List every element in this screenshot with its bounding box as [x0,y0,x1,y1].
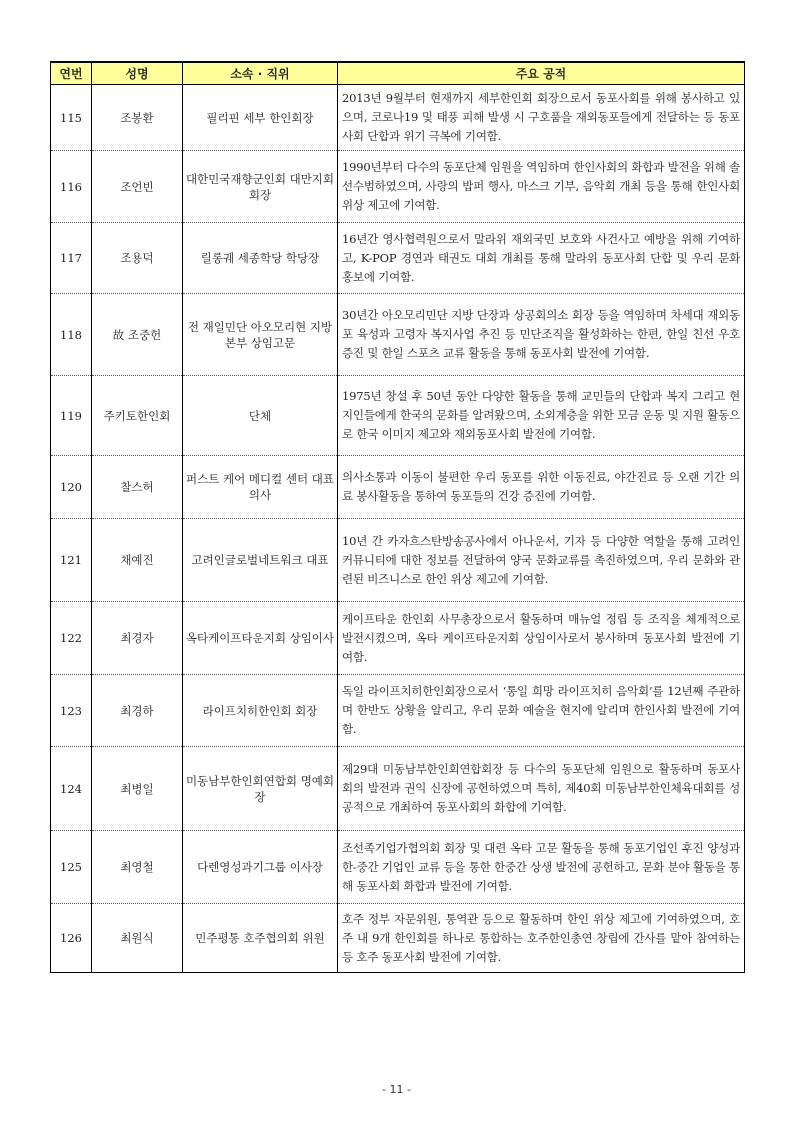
row-number: 116 [51,151,92,223]
row-affiliation: 다렌영성과기그룹 이사장 [183,831,338,904]
row-number: 118 [51,294,92,376]
awards-table [50,61,745,973]
row-name: 채예진 [92,519,183,602]
row-affiliation: 고려인글로벌네트워크 대표 [183,519,338,602]
row-name: 조언빈 [92,151,183,223]
table-row [51,456,745,519]
row-name: 최원식 [92,904,183,973]
row-number: 120 [51,456,92,519]
row-merit: 1975년 창설 후 50년 동안 다양한 활동을 통해 교민들의 단합과 복지 그리고 현지인들에게 한국의 문화를 알려왔으며, 소외계층을 위한 모금 운동 및 지원 활동으로 한국 이미지 제고와 재외동포사회 발전에 기여함. [338,376,745,456]
table-row [51,675,745,747]
row-name: 최경하 [92,675,183,747]
header-number: 연번 [51,62,92,85]
row-affiliation: 릴롱궤 세종학당 학당장 [183,223,338,294]
row-affiliation: 퍼스트 케어 메디컬 센터 대표의사 [183,456,338,519]
row-affiliation: 라이프치히한인회 회장 [183,675,338,747]
table-row [51,223,745,294]
row-affiliation: 민주평통 호주협의회 위원 [183,904,338,973]
row-name: 조용덕 [92,223,183,294]
table-row [51,602,745,675]
row-number: 125 [51,831,92,904]
row-number: 123 [51,675,92,747]
awards-table-container [50,61,744,973]
row-affiliation: 필리핀 세부 한인회장 [183,85,338,151]
row-number: 119 [51,376,92,456]
row-name: 조봉환 [92,85,183,151]
row-number: 126 [51,904,92,973]
row-merit: 16년간 영사협력원으로서 말라위 재외국민 보호와 사건사고 예방을 위해 기여하고, K-POP 경연과 태권도 대회 개최를 통해 말라위 동포사회 단합 및 우리 문화 홍보에 기여함. [338,223,745,294]
row-name: 최영철 [92,831,183,904]
row-merit: 호주 정부 자문위원, 통역관 등으로 활동하며 한인 위상 제고에 기여하였으며, 호주 내 9개 한인회를 하나로 통합하는 호주한인총연 창립에 간사를 맡아 참여하는 등 호주 동포사회 발전에 기여함. [338,904,745,973]
table-row [51,151,745,223]
row-number: 121 [51,519,92,602]
row-merit: 제29대 미동남부한인회연합회장 등 다수의 동포단체 임원으로 활동하며 동포사회의 발전과 권익 신장에 공헌하였으며 특히, 제40회 미동남부한인체육대회를 성공적으로 개최하여 동포사회의 화합에 기여함. [338,747,745,831]
table-row [51,831,745,904]
table-row [51,519,745,602]
table-row [51,904,745,973]
row-merit: 2013년 9월부터 현재까지 세부한인회 회장으로서 동포사회를 위해 봉사하고 있으며, 코로나19 및 태풍 피해 발생 시 구호품을 재외동포들에게 전달하는 등 동포사회 단합과 위기 극복에 기여함. [338,85,745,151]
page-number: - 11 - [382,1083,411,1096]
row-merit: 의사소통과 이동이 불편한 우리 동포를 위한 이동진료, 야간진료 등 오랜 기간 의료 봉사활동을 통하여 동포들의 건강 증진에 기여함. [338,456,745,519]
row-name: 최경자 [92,602,183,675]
row-number: 124 [51,747,92,831]
table-row [51,747,745,831]
table-row [51,85,745,151]
row-name: 찰스허 [92,456,183,519]
row-number: 115 [51,85,92,151]
row-merit: 1990년부터 다수의 동포단체 임원을 역임하며 한인사회의 화합과 발전을 위해 솔선수범하였으며, 사랑의 밥퍼 행사, 마스크 기부, 음악회 개최 등을 통해 한인사회 위상 제고에 기여함. [338,151,745,223]
table-row [51,376,745,456]
table-row [51,294,745,376]
row-number: 117 [51,223,92,294]
header-name: 성명 [92,62,183,85]
row-merit: 조선족기업가협의회 회장 및 대련 옥타 고문 활동을 통해 동포기업인 후진 양성과 한-중간 기업인 교류 등을 통한 한중간 상생 발전에 공헌하고, 문화 분야 활동을 통해 동포사회 화합과 발전에 기여함. [338,831,745,904]
row-affiliation: 전 재일민단 아오모리현 지방본부 상임고문 [183,294,338,376]
row-name: 故 조중헌 [92,294,183,376]
row-merit: 10년 간 카자흐스탄방송공사에서 아나운서, 기자 등 다양한 역할을 통해 고려인 커뮤니티에 대한 정보를 전달하여 양국 문화교류를 촉진하였으며, 우리 문화와 관련된 비즈니스로 한인 위상 제고에 기여함. [338,519,745,602]
header-merit: 주요 공적 [338,62,745,85]
row-affiliation: 옥타케이프타운지회 상임이사 [183,602,338,675]
row-merit: 30년간 아오모리민단 지방 단장과 상공회의소 회장 등을 역임하며 차세대 재외동포 육성과 고령자 복지사업 추진 등 민단조직을 활성화하는 한편, 한일 친선 우호증진 및 한일 스포츠 교류 활동을 통해 동포사회 발전에 기여함. [338,294,745,376]
row-merit: 독일 라이프치히한인회장으로서 ‘통일 희망 라이프치히 음악회’를 12년째 주관하며 한반도 상황을 알리고, 우리 문화 예술을 현지에 알리며 한인사회 발전에 기여함. [338,675,745,747]
row-affiliation: 대한민국재향군인회 대만지회 회장 [183,151,338,223]
header-affiliation: 소속 · 직위 [183,62,338,85]
row-merit: 케이프타운 한인회 사무총장으로서 활동하며 매뉴얼 정립 등 조직을 체계적으로 발전시켰으며, 옥타 케이프타운지회 상임이사로서 봉사하며 동포사회 발전에 기여함. [338,602,745,675]
row-number: 122 [51,602,92,675]
table-header-row [51,62,745,85]
row-affiliation: 단체 [183,376,338,456]
row-affiliation: 미동남부한인회연합회 명예회장 [183,747,338,831]
row-name: 주키토한인회 [92,376,183,456]
row-name: 최병일 [92,747,183,831]
